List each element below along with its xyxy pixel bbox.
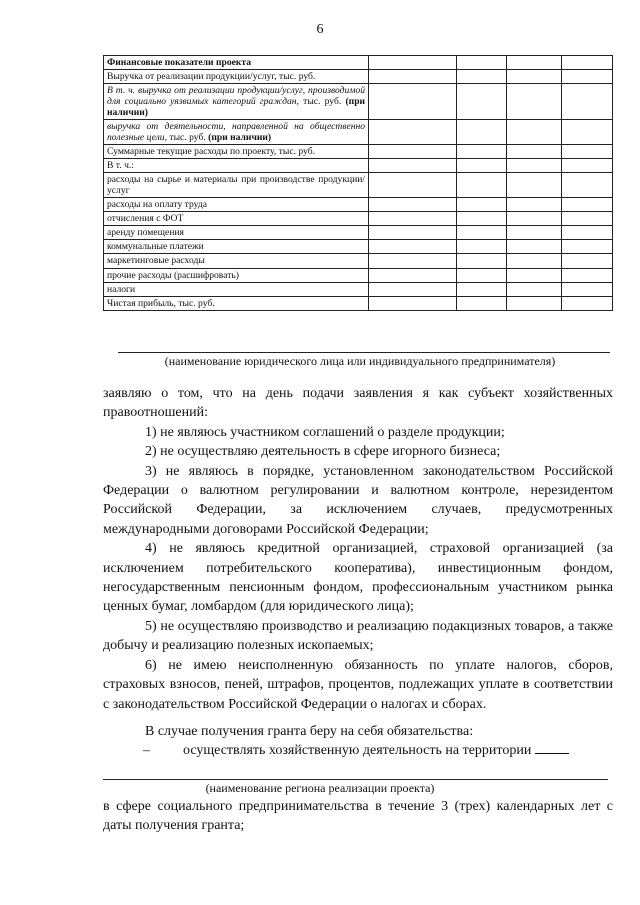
- table-cell[interactable]: [562, 296, 613, 310]
- dash-item: [103, 741, 613, 760]
- intro-paragraph: заявляю о том, что на день подачи заявления я как субъект хозяйственных правоотношений:: [103, 386, 613, 421]
- table-cell[interactable]: [456, 145, 507, 159]
- table-cell[interactable]: [369, 226, 457, 240]
- table-cell[interactable]: [369, 84, 457, 120]
- table-cell[interactable]: [562, 282, 613, 296]
- row-label: [104, 70, 369, 84]
- row-label-text: отчисления с ФОТ: [107, 213, 184, 225]
- row-label: [104, 56, 369, 70]
- row-label-text: налоги: [107, 283, 136, 295]
- table-cell[interactable]: [456, 226, 507, 240]
- row-label-text: Финансовые показатели проекта: [107, 57, 252, 68]
- table-cell[interactable]: [562, 254, 613, 268]
- row-label-text: В т. ч. выручка от реализации продукции/услуг, производимой для социально уязвимых категорий граждан,: [107, 85, 366, 108]
- table-cell[interactable]: [456, 282, 507, 296]
- table-row: [104, 282, 613, 296]
- table-cell[interactable]: [369, 296, 457, 310]
- table-cell[interactable]: [562, 212, 613, 226]
- table-cell[interactable]: [562, 268, 613, 282]
- row-label-text: коммунальные платежи: [107, 241, 204, 253]
- table-row: [104, 70, 613, 84]
- caption-region-name: (наименование региона реализации проекта): [205, 781, 435, 795]
- grant-obligations: [103, 722, 613, 761]
- table-cell[interactable]: [507, 198, 562, 212]
- dash-marker: –: [143, 743, 150, 759]
- table-row: [104, 226, 613, 240]
- table-row: [104, 173, 613, 198]
- table-cell[interactable]: [456, 159, 507, 173]
- final-paragraph: в сфере социального предпринимательства в течение 3 (трех) календарных лет с даты получения гранта;: [103, 799, 613, 834]
- row-label: [104, 145, 369, 159]
- item-5: 5) не осуществляю производство и реализацию подакцизных товаров, а также добычу и реализацию полезных ископаемых;: [103, 618, 613, 654]
- table-cell[interactable]: [369, 212, 457, 226]
- table-cell[interactable]: [562, 120, 613, 145]
- table-cell[interactable]: [507, 282, 562, 296]
- row-label: [104, 268, 369, 282]
- row-label: [104, 254, 369, 268]
- table-cell[interactable]: [369, 120, 457, 145]
- item-2: 2) не осуществляю деятельность в сфере игорного бизнеса;: [145, 444, 501, 460]
- caption-entity-name: (наименование юридического лица или индивидуального предпринимателя): [164, 354, 556, 368]
- row-label: [104, 240, 369, 254]
- table-cell[interactable]: [456, 296, 507, 310]
- table-row: [104, 145, 613, 159]
- table-cell[interactable]: [369, 240, 457, 254]
- table-cell[interactable]: [456, 84, 507, 120]
- table-cell[interactable]: [507, 212, 562, 226]
- table-cell[interactable]: [456, 120, 507, 145]
- table-cell[interactable]: [562, 84, 613, 120]
- table-row: [104, 84, 613, 120]
- item-3: 3) не являюсь в порядке, установленном законодательством Российской Федерации о валютном регулировании и валютном контроле, нерезидентом Российской Федерации, за исключением случаев, предусмотренных международными договорами Российской Федерации;: [103, 463, 613, 537]
- row-label-text: расходы на оплату труда: [107, 199, 207, 211]
- table-cell[interactable]: [562, 240, 613, 254]
- table-cell[interactable]: [369, 198, 457, 212]
- table-row: [104, 240, 613, 254]
- table-row: [104, 268, 613, 282]
- row-label-note: (при наличии): [208, 132, 272, 144]
- row-label: [104, 84, 369, 120]
- table-cell[interactable]: [562, 145, 613, 159]
- row-label-text: Суммарные текущие расходы по проекту, тыс. руб.: [107, 146, 315, 158]
- item-6: 6) не имею неисполненную обязанность по уплате налогов, сборов, страховых взносов, пеней, штрафов, процентов, подлежащих уплате в соответствии с законодательством Российской Федерации о налогах и сборах.: [103, 657, 613, 712]
- table-cell[interactable]: [562, 159, 613, 173]
- financial-indicators-table: [103, 55, 613, 311]
- row-label: [104, 173, 369, 198]
- table-cell[interactable]: [562, 173, 613, 198]
- table-row: [104, 159, 613, 173]
- row-label: [104, 198, 369, 212]
- row-label-note: (при наличии): [107, 96, 366, 119]
- item-1: 1) не являюсь участником соглашений о разделе продукции;: [145, 424, 505, 440]
- row-label-text: аренду помещения: [107, 227, 184, 239]
- table-cell[interactable]: [456, 56, 507, 70]
- table-row: [104, 198, 613, 212]
- table-cell[interactable]: [507, 296, 562, 310]
- table-cell[interactable]: [456, 198, 507, 212]
- declaration-text: [103, 384, 613, 714]
- table-cell[interactable]: [456, 212, 507, 226]
- table-cell[interactable]: [507, 120, 562, 145]
- table-cell[interactable]: [562, 198, 613, 212]
- row-label: [104, 226, 369, 240]
- row-label-text: Чистая прибыль, тыс. руб.: [107, 297, 215, 309]
- table-cell[interactable]: [369, 173, 457, 198]
- table-cell[interactable]: [507, 84, 562, 120]
- table-cell[interactable]: [507, 254, 562, 268]
- row-label: [104, 120, 369, 145]
- table-cell[interactable]: [369, 254, 457, 268]
- page-number: 6: [316, 22, 324, 37]
- table-row: [104, 120, 613, 145]
- table-cell[interactable]: [369, 268, 457, 282]
- table-cell[interactable]: [507, 226, 562, 240]
- row-label: [104, 159, 369, 173]
- table-cell[interactable]: [369, 70, 457, 84]
- table-cell[interactable]: [456, 173, 507, 198]
- row-label-text: В т. ч.:: [107, 160, 134, 172]
- table-cell[interactable]: [507, 145, 562, 159]
- final-paragraph-block: [103, 797, 613, 836]
- table-cell[interactable]: [456, 254, 507, 268]
- table-cell[interactable]: [507, 240, 562, 254]
- table-row: [104, 254, 613, 268]
- table-cell[interactable]: [369, 282, 457, 296]
- row-label-text: выручка от деятельности, направленной на общественно полезные цели,: [107, 121, 366, 144]
- table-cell[interactable]: [562, 70, 613, 84]
- table-row: [104, 56, 613, 70]
- table-cell[interactable]: [507, 70, 562, 84]
- row-label-unit: тыс. руб.: [303, 96, 342, 108]
- region-blank[interactable]: [535, 741, 569, 754]
- table-cell[interactable]: [456, 268, 507, 282]
- table-cell[interactable]: [507, 159, 562, 173]
- table-cell[interactable]: [562, 56, 613, 70]
- table-cell[interactable]: [456, 70, 507, 84]
- signature-line-entity: [118, 352, 610, 353]
- dash-item-text: осуществлять хозяйственную деятельность на территории: [183, 743, 532, 759]
- row-label-text: прочие расходы (расшифровать): [107, 269, 239, 281]
- item-4: 4) не являюсь кредитной организацией, страховой организацией (за исключением потребительского кооператива), инвестиционным фондом, негосударственным пенсионным фондом, профессиональным участником рынка ценных бумаг, ломбардом (для юридического лица);: [103, 541, 613, 615]
- row-label: [104, 296, 369, 310]
- row-label: [104, 212, 369, 226]
- table-cell[interactable]: [562, 226, 613, 240]
- row-label: [104, 282, 369, 296]
- table-cell[interactable]: [369, 145, 457, 159]
- table-cell[interactable]: [369, 159, 457, 173]
- table-cell[interactable]: [507, 173, 562, 198]
- row-label-text: маркетинговые расходы: [107, 255, 205, 267]
- row-label-text: Выручка от реализации продукции/услуг, тыс. руб.: [107, 71, 316, 83]
- table-row: [104, 212, 613, 226]
- table-cell[interactable]: [369, 56, 457, 70]
- table-cell[interactable]: [507, 268, 562, 282]
- table-cell[interactable]: [507, 56, 562, 70]
- grant-intro: В случае получения гранта беру на себя обязательства:: [145, 724, 474, 739]
- table-cell[interactable]: [456, 240, 507, 254]
- table-row: [104, 296, 613, 310]
- signature-line-region: [103, 779, 608, 780]
- row-label-text: расходы на сырье и материалы при производстве продукции/услуг: [107, 174, 366, 197]
- row-label-unit: тыс. руб.: [169, 132, 206, 144]
